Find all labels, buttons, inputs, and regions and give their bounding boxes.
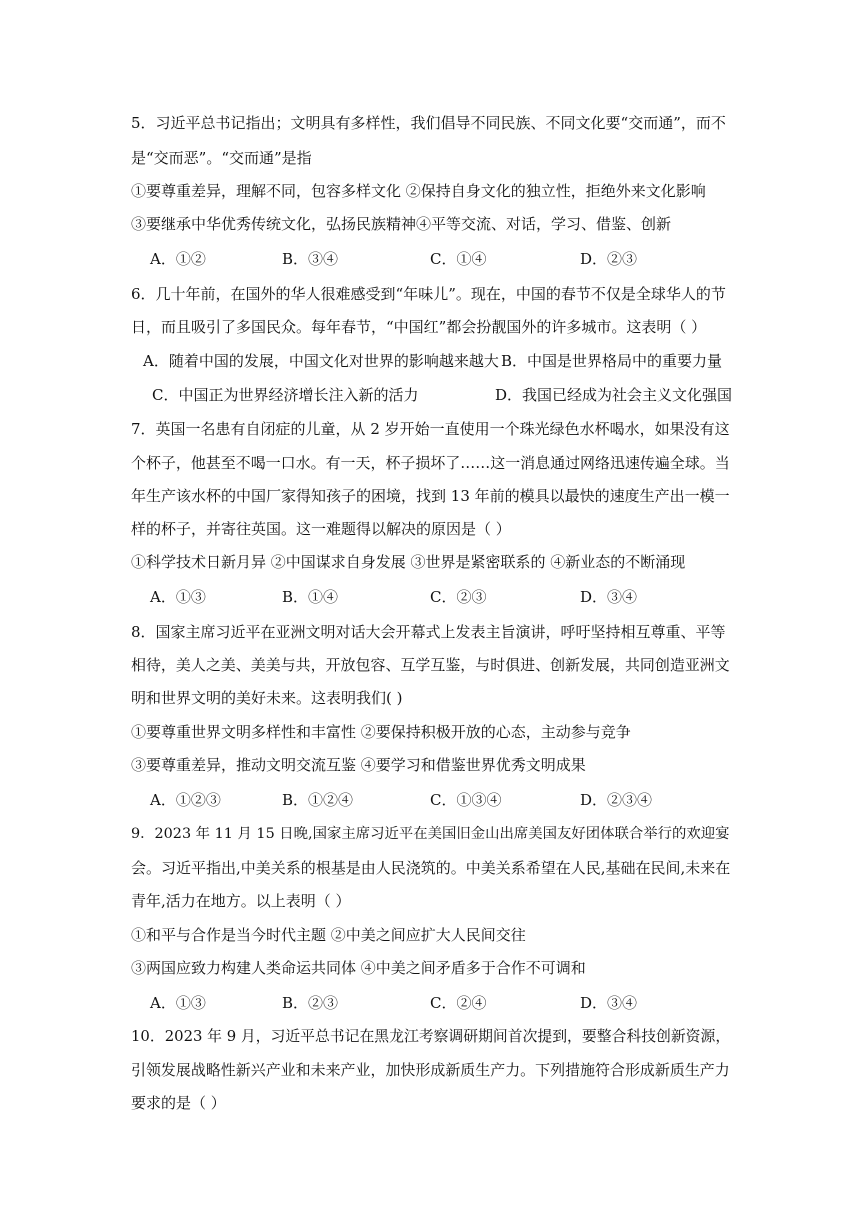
q5-option-d: D．②③ (580, 250, 638, 268)
q7-stem-line-3: 年生产该水杯的中国厂家得知孩子的困境，找到 13 年前的模具以最快的速度生产出一模一 (131, 487, 730, 505)
q6-option-a: A．随着中国的发展，中国文化对世界的影响越来越大 (143, 352, 499, 370)
q9-option-a: A．①③ (150, 994, 206, 1012)
q7-option-a: A．①③ (150, 588, 206, 606)
q9-option-d: D．③④ (580, 994, 638, 1012)
q7-option-d: D．③④ (580, 588, 638, 606)
q5-items-line-1: ①要尊重差异，理解不同，包容多样文化 ②保持自身文化的独立性，拒绝外来文化影响 (131, 182, 706, 200)
q9-option-c: C．②④ (430, 994, 487, 1012)
q8-items-line-1: ①要尊重世界文明多样性和丰富性 ②要保持积极开放的心态，主动参与竞争 (131, 723, 631, 741)
q5-items-line-2: ③要继承中华优秀传统文化，弘扬民族精神④平等交流、对话，学习、借鉴、创新 (131, 215, 672, 233)
q7-stem-line-4: 样的杯子，并寄往英国。这一难题得以解决的原因是（ ） (131, 520, 511, 538)
q9-option-b: B．②③ (282, 994, 339, 1012)
q8-stem-line-1: 8．国家主席习近平在亚洲文明对话大会开幕式上发表主旨演讲，呼吁坚持相互尊重、平等 (131, 623, 726, 641)
q8-stem-line-2: 相待，美人之美、美美与共，开放包容、互学互鉴，与时俱进、创新发展，共同创造亚洲文 (131, 656, 730, 674)
q6-option-c: C．中国正为世界经济增长注入新的活力 (152, 386, 419, 404)
q10-stem-line-1: 10．2023 年 9 月，习近平总书记在黑龙江考察调研期间首次提到，要整合科技创新资源， (131, 1028, 731, 1045)
q9-stem-line-2: 会。习近平指出,中美关系的根基是由人民浇筑的。中美关系希望在人民,基础在民间,未来在 (131, 859, 731, 877)
q5-stem-line-1: 5．习近平总书记指出；文明具有多样性，我们倡导不同民族、不同文化要“交而通”，而不 (131, 114, 726, 132)
q9-items-line-1: ①和平与合作是当今时代主题 ②中美之间应扩大人民间交往 (131, 926, 526, 944)
q7-option-b: B．①④ (282, 588, 339, 606)
q9-stem-line-3: 青年,活力在地方。以上表明（ ） (131, 892, 351, 910)
q8-option-b: B．①②④ (282, 791, 354, 809)
q6-option-b: B．中国是世界格局中的重要力量 (501, 352, 723, 370)
q10-stem-line-3: 要求的是（ ） (131, 1094, 226, 1112)
q5-option-b: B．③④ (282, 250, 339, 268)
q5-option-a: A．①② (150, 250, 206, 268)
q8-items-line-2: ③要尊重差异，推动文明交流互鉴 ④要学习和借鉴世界优秀文明成果 (131, 756, 586, 774)
q10-stem-line-2: 引领发展战略性新兴产业和未来产业，加快形成新质生产力。下列措施符合形成新质生产力 (131, 1061, 730, 1079)
q6-stem-line-1: 6．几十年前，在国外的华人很难感受到“年味儿”。现在，中国的春节不仅是全球华人的节 (131, 285, 726, 303)
q8-option-c: C．①③④ (430, 791, 502, 809)
q8-stem-line-3: 明和世界文明的美好未来。这表明我们( ) (131, 689, 403, 707)
q7-stem-line-1: 7．英国一名患有自闭症的儿童，从 2 岁开始一直使用一个珠光绿色水杯喝水，如果没有这 (131, 420, 730, 438)
q6-stem-line-2: 日，而且吸引了多国民众。每年春节，“中国红”都会扮靓国外的许多城市。这表明（ ） (131, 318, 707, 336)
q7-items-line-1: ①科学技术日新月异 ②中国谋求自身发展 ③世界是紧密联系的 ④新业态的不断涌现 (131, 553, 686, 571)
q5-stem-line-2: 是“交而恶”。“交而通”是指 (131, 149, 312, 167)
q6-option-d: D．我国已经成为社会主义文化强国 (495, 386, 733, 404)
q7-stem-line-2: 个杯子，他甚至不喝一口水。有一天，杯子损坏了……这一消息通过网络迅速传遍全球。当 (131, 454, 730, 472)
q8-option-d: D．②③④ (580, 791, 653, 809)
q9-stem-line-1: 9．2023 年 11 月 15 日晚,国家主席习近平在美国旧金山出席美国友好团体联合举行的欢迎宴 (131, 826, 730, 842)
q8-option-a: A．①②③ (150, 791, 221, 809)
q5-option-c: C．①④ (430, 250, 487, 268)
q9-items-line-2: ③两国应致力构建人类命运共同体 ④中美之间矛盾多于合作不可调和 (131, 959, 586, 977)
q7-option-c: C．②③ (430, 588, 487, 606)
